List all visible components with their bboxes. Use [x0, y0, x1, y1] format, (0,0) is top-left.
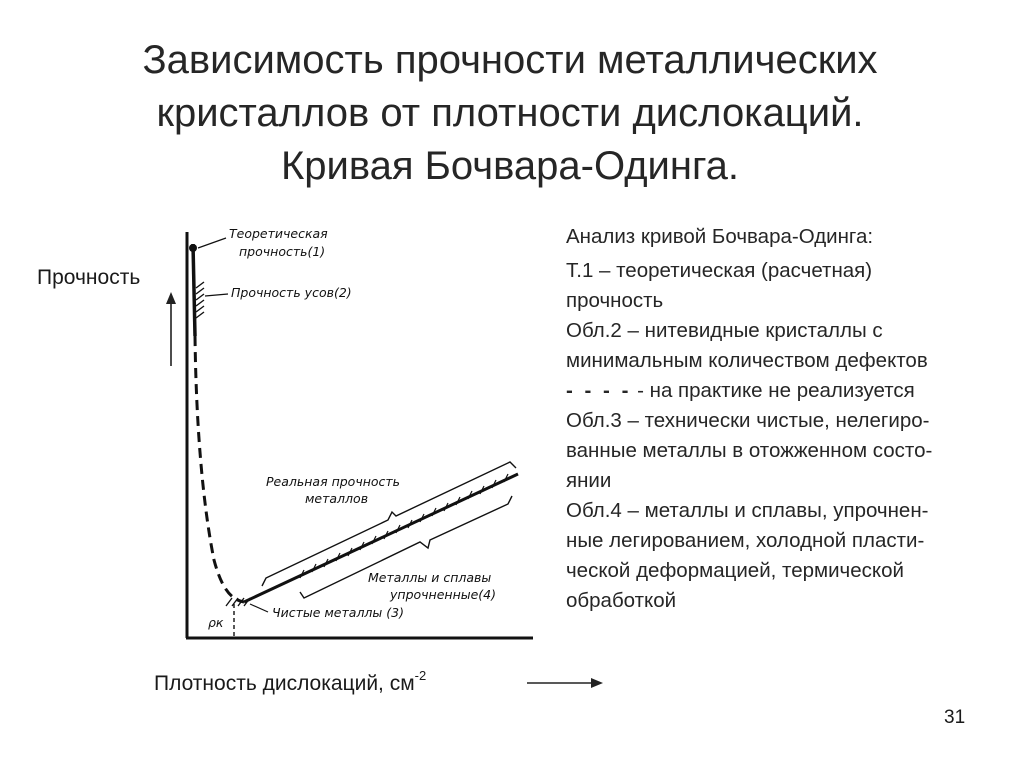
analysis-line: ванные металлы в отожженном состо- [566, 439, 933, 462]
label-whiskers: Прочность усов(2) [231, 285, 352, 300]
dash-legend-text: - на практике не реализуется [631, 379, 915, 402]
page-number: 31 [944, 707, 966, 728]
title-line-3: Кривая Бочвара-Одинга. [280, 144, 740, 188]
label-rho-k: ρк [208, 615, 224, 630]
analysis-line: Т.1 – теоретическая (расчетная) [566, 259, 873, 282]
label-real-1: Реальная прочность [266, 474, 401, 489]
x-axis-label [154, 670, 426, 696]
theoretical-strength-point [189, 244, 197, 252]
title-line-1: Зависимость прочности металлических [142, 38, 878, 82]
x-axis-label-superscript: -2 [414, 668, 427, 683]
y-axis-label: Прочность [37, 266, 141, 289]
analysis-line-dashed [566, 376, 1024, 406]
analysis-line: ные легированием, холодной пласти- [566, 529, 925, 552]
analysis-line: ческой деформацией, термической [566, 559, 904, 582]
analysis-line: обработкой [566, 589, 677, 612]
label-real-2: металлов [305, 491, 369, 506]
analysis-line: янии [566, 469, 612, 492]
analysis-line: прочность [566, 289, 664, 312]
pure-leader [250, 604, 268, 612]
analysis-line: Обл.3 – технически чистые, нелегиро- [566, 409, 930, 432]
analysis-text [566, 222, 1024, 616]
title-line-2: кристаллов от плотности дислокаций. [156, 91, 864, 135]
label-alloys-1: Металлы и сплавы [368, 570, 492, 585]
whiskers-leader [205, 294, 228, 296]
analysis-line: Обл.4 – металлы и сплавы, упрочнен- [566, 499, 929, 522]
label-theoretical-2: прочность(1) [239, 244, 326, 259]
analysis-line: Обл.2 – нитевидные кристаллы с [566, 319, 883, 342]
analysis-heading: Анализ кривой Бочвара-Одинга: [566, 225, 874, 248]
whiskers-region [193, 244, 195, 336]
analysis-line: минимальным количеством дефектов [566, 349, 928, 372]
x-axis-label-text: Плотность дислокаций, см [154, 672, 415, 695]
label-alloys-2: упрочненные(4) [390, 587, 497, 602]
dash-legend-mark: - - - - [566, 379, 632, 402]
whiskers-hatching [196, 282, 204, 318]
label-theoretical-1: Теоретическая [229, 226, 328, 241]
y-axis-arrow [166, 292, 176, 366]
theoretical-leader [198, 238, 226, 248]
x-axis-arrow [527, 678, 603, 688]
label-pure: Чистые металлы (3) [272, 605, 404, 620]
dashed-curve [195, 336, 244, 602]
